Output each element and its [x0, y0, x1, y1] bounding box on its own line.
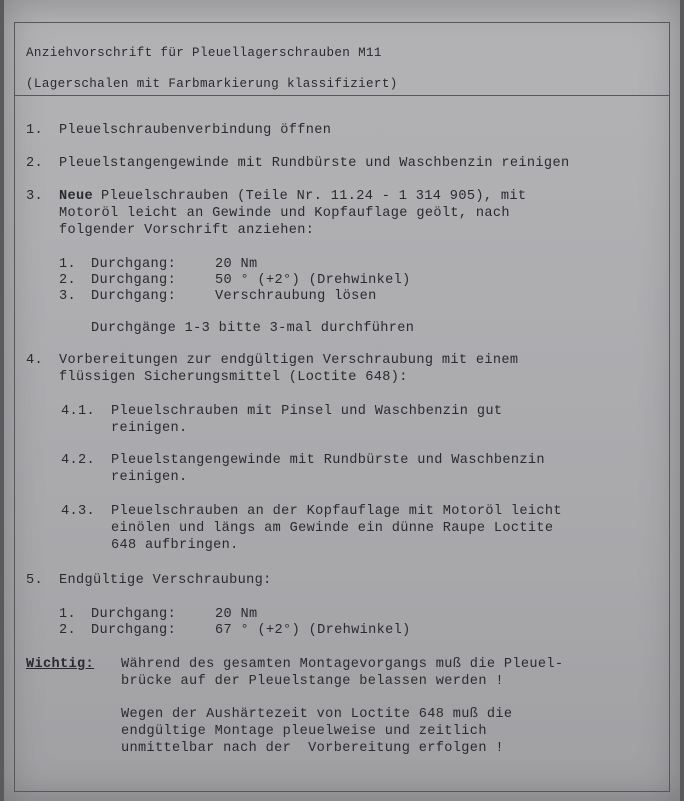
substep-4-1-line-2: reinigen. [111, 421, 188, 436]
important-para-1-line-1: Während des gesamten Montagevorgangs muß die Pleuel- [121, 657, 564, 672]
substep-4-2-line-2: reinigen. [111, 470, 188, 485]
important-para-2-line-3: unmittelbar nach der Vorbereitung erfolgen ! [121, 741, 504, 756]
substep-4-3-line-3: 648 aufbringen. [111, 538, 239, 553]
step-5-pass-1-number: 1. [59, 607, 77, 622]
header-divider [15, 95, 669, 96]
important-para-2-line-2: endgültige Montage pleuelweise und zeitlich [121, 724, 487, 739]
step-4-number: 4. [26, 353, 44, 368]
step-3-number: 3. [26, 189, 44, 204]
step-4-line-2: flüssigen Sicherungsmittel (Loctite 648): [59, 370, 408, 385]
important-para-1-line-2: brücke auf der Pleuelstange belassen werden ! [121, 674, 504, 689]
substep-4-2-number: 4.2. [61, 453, 96, 468]
step-5-text: Endgültige Verschraubung: [59, 573, 272, 588]
step-3-line-1: Pleuelschrauben (Teile Nr. 11.24 - 1 314 905), mit [101, 189, 527, 204]
step-2-number: 2. [26, 156, 44, 171]
substep-4-3-line-1: Pleuelschrauben an der Kopfauflage mit Motoröl leicht [111, 504, 562, 519]
step-3-pass-3-label: Durchgang: [91, 289, 177, 304]
step-4-line-1: Vorbereitungen zur endgültigen Verschraubung mit einem [59, 353, 519, 368]
step-3-pass-2-label: Durchgang: [91, 273, 177, 288]
document-subtitle: (Lagerschalen mit Farbmarkierung klassifiziert) [26, 77, 398, 91]
step-5-pass-2-label: Durchgang: [91, 623, 177, 638]
step-5-pass-2-number: 2. [59, 623, 77, 638]
step-3-pass-1-value: 20 Nm [215, 257, 258, 272]
important-label: Wichtig: [26, 657, 95, 672]
substep-4-3-line-2: einölen und längs am Gewinde ein dünne Raupe Loctite [111, 521, 554, 536]
step-2-text: Pleuelstangengewinde mit Rundbürste und Waschbenzin reinigen [59, 156, 570, 171]
step-3-pass-3-number: 3. [59, 289, 77, 304]
step-3-note: Durchgänge 1-3 bitte 3-mal durchführen [91, 321, 415, 336]
substep-4-2-line-1: Pleuelstangengewinde mit Rundbürste und Waschbenzin [111, 453, 545, 468]
step-3-pass-2-value: 50 ° (+2°) (Drehwinkel) [215, 273, 411, 288]
step-3-line-2: Motoröl leicht an Gewinde und Kopfauflage geölt, nach [59, 206, 510, 221]
important-para-2-line-1: Wegen der Aushärtezeit von Loctite 648 muß die [121, 707, 513, 722]
document-title: Anziehvorschrift für Pleuellagerschrauben M11 [26, 46, 382, 60]
step-3-bold-word: Neue [59, 189, 94, 204]
step-5-number: 5. [26, 573, 44, 588]
step-3-line-3: folgender Vorschrift anziehen: [59, 223, 315, 238]
step-1-text: Pleuelschraubenverbindung öffnen [59, 123, 332, 138]
step-3-pass-1-label: Durchgang: [91, 257, 177, 272]
step-3-pass-2-number: 2. [59, 273, 77, 288]
step-3-pass-1-number: 1. [59, 257, 77, 272]
step-5-pass-1-label: Durchgang: [91, 607, 177, 622]
substep-4-1-number: 4.1. [61, 404, 96, 419]
substep-4-3-number: 4.3. [61, 504, 96, 519]
step-1-number: 1. [26, 123, 44, 138]
step-3-pass-3-value: Verschraubung lösen [215, 289, 377, 304]
substep-4-1-line-1: Pleuelschrauben mit Pinsel und Waschbenzin gut [111, 404, 503, 419]
document-sheet [4, 0, 680, 801]
step-5-pass-1-value: 20 Nm [215, 607, 258, 622]
step-5-pass-2-value: 67 ° (+2°) (Drehwinkel) [215, 623, 411, 638]
